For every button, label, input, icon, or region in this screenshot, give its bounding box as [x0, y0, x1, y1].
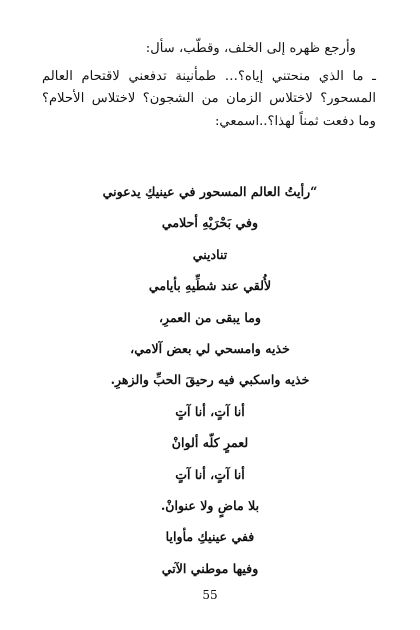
narrative-paragraph: وأرجع ظهره إلى الخلف، وقطّب، سأل:	[145, 41, 356, 56]
poem-line: لأُلقي عند شطِّيهِ بأيامي	[148, 278, 272, 294]
poem-line: وفي بَحْرَيْهِ أحلامي	[161, 215, 259, 231]
poem-line: وفيها موطني الآتي	[161, 560, 259, 576]
poem-line: أنا آتٍ، أنا آتٍ	[175, 403, 245, 419]
poem-block	[0, 176, 420, 584]
poem-line: وما يبقى من العمرِ،	[158, 309, 262, 325]
poem-line: خذيه واسكبي فيه رحيقَ الحبِّ والزهرِ.	[110, 372, 310, 388]
poem-line: “رأيتُ العالم المسحور في عينيكِ يدعوني	[102, 184, 318, 199]
poem-line: تناديني	[192, 246, 228, 262]
dialogue-paragraph: ـ ما الذي منحتني إياه؟… طمأنينة تدفعني لاقتحام العالم المسحور؟ لاختلاس الزمان من الشجون؟ لاختلاس الأحلام؟ وما دفعت ثمناً لهذا؟..اسمعي:	[42, 68, 376, 129]
prose-block	[42, 38, 376, 133]
poem-line: بلا ماضٍ ولا عنوانْ.	[160, 498, 260, 514]
poem-line: خذيه وامسحي لي بعض آلامي،	[130, 341, 290, 357]
poem-line: لعمرٍ كلّه ألوانْ	[171, 435, 249, 451]
page-number: 55	[202, 588, 218, 602]
poem-line: ففي عينيكِ مأوايا	[165, 529, 255, 545]
poem-line: أنا آتٍ، أنا آتٍ	[175, 466, 245, 482]
